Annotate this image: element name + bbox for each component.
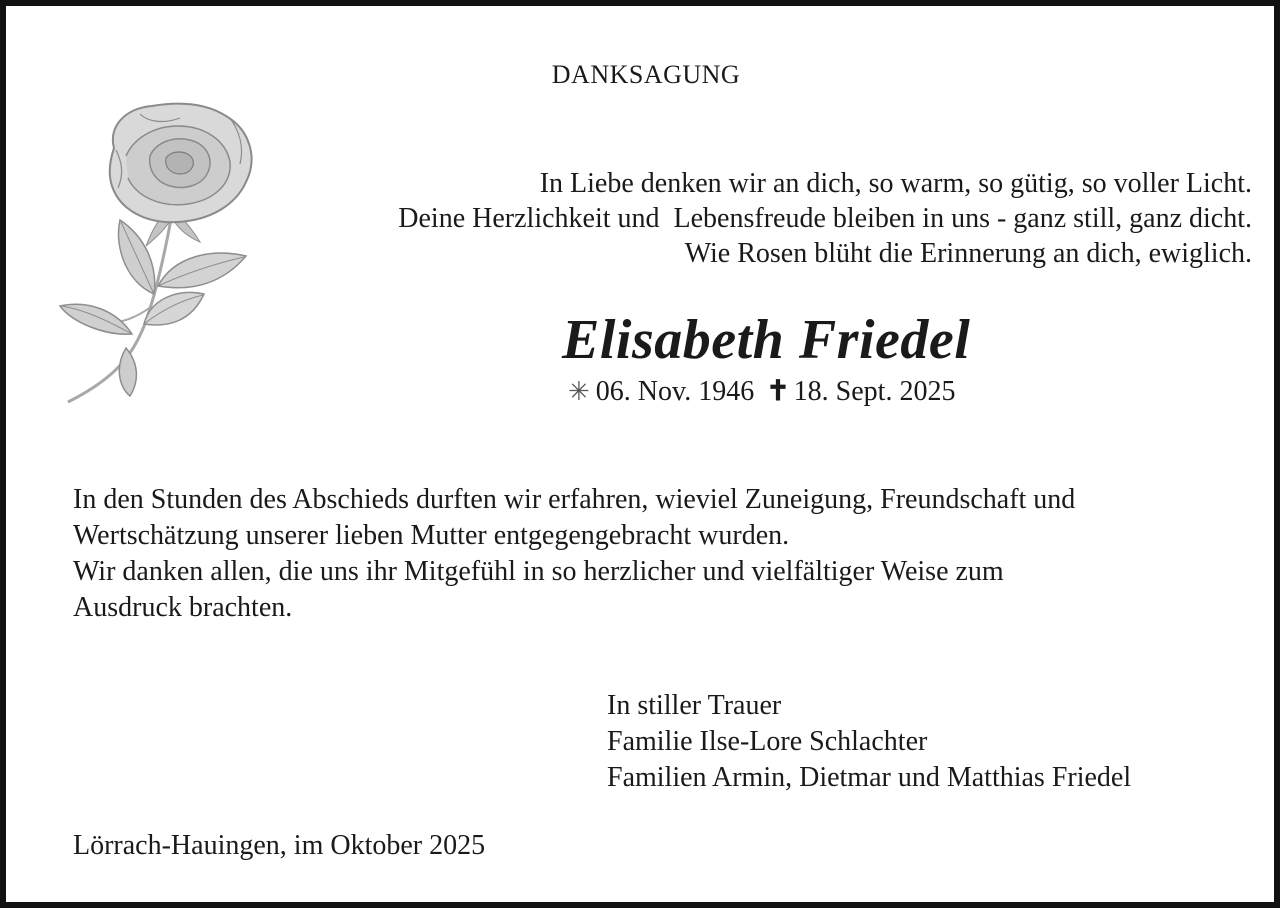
message-line: Wertschätzung unserer lieben Mutter entgegengebracht wurden. [73, 520, 790, 551]
signature-line: Familie Ilse-Lore Schlachter [607, 726, 928, 757]
signature-line: In stiller Trauer [607, 690, 782, 721]
message-line: Ausdruck brachten. [73, 592, 293, 623]
death-date: 18. Sept. 2025 [793, 376, 956, 407]
notice-heading: DANKSAGUNG [551, 60, 741, 89]
rose-leaf-upper [158, 253, 246, 288]
poem-line: Wie Rosen blüht die Erinnerung an dich, ewiglich. [684, 238, 1252, 269]
message-line: In den Stunden des Abschieds durften wir erfahren, wieviel Zuneigung, Freundschaft und [73, 484, 1076, 515]
poem-line: In Liebe denken wir an dich, so warm, so gütig, so voller Licht. [539, 168, 1252, 199]
life-dates [568, 374, 955, 408]
deceased-name: Elisabeth Friedel [562, 309, 971, 371]
birth-date: 06. Nov. 1946 [595, 376, 755, 407]
memorial-poem [252, 166, 1252, 271]
mourners-signature [607, 688, 1131, 796]
poem-line: Deine Herzlichkeit und Lebensfreude bleiben in uns - ganz still, ganz dicht. [398, 203, 1252, 234]
death-cross-icon: ✝ [766, 376, 790, 407]
place-and-date: Lörrach-Hauingen, im Oktober 2025 [73, 830, 486, 861]
thanks-message [73, 482, 1253, 626]
rose-leaf-bottom [119, 348, 136, 396]
rose-icon [54, 96, 264, 406]
message-line: Wir danken allen, die uns ihr Mitgefühl in so herzlicher und vielfältiger Weise zum [73, 556, 1004, 587]
signature-line: Familien Armin, Dietmar und Matthias Friedel [607, 762, 1132, 793]
birth-star-icon: ✳ [568, 377, 590, 406]
rose-leaf-lower [60, 304, 132, 334]
